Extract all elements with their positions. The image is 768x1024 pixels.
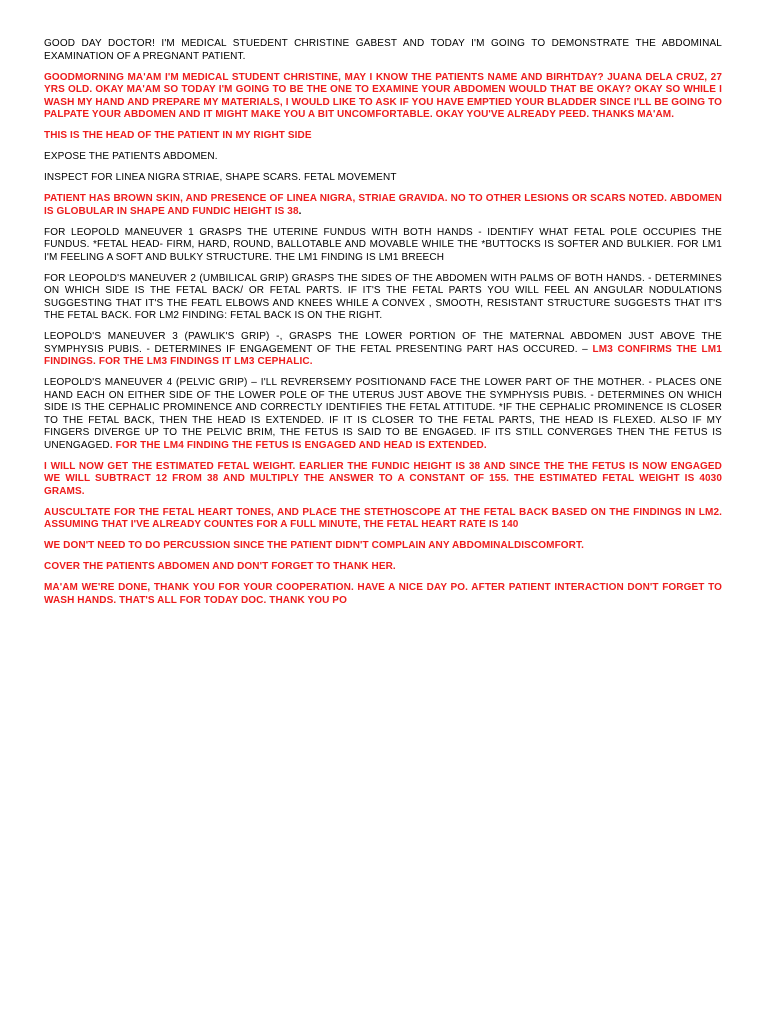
paragraph-inspection-findings bbox=[44, 193, 722, 218]
paragraph-leopold-3 bbox=[44, 331, 722, 369]
paragraph-leopold-2-text: FOR LEOPOLD'S MANEUVER 2 (UMBILICAL GRIP) GRASPS THE SIDES OF THE ABDOMEN WITH PALMS OF BOTH HANDS. - DETERMINES ON WHICH SIDE IS THE FETAL BACK/ OR FETAL PARTS. IF IT'S THE FETAL PARTS YOU WILL FEEL AN ANGULAR NODULATIONS SUGGESTING THAT IT'S THE FEATL ELBOWS AND KNEES WHILE A CONVEX , SMOOTH, RESISTANT STRUCTURE SUGGESTS THAT IT'S THE FETAL BACK. FOR LM2 FINDING: FETAL BACK IS ON THE RIGHT. bbox=[44, 272, 722, 321]
paragraph-leopold-4 bbox=[44, 377, 722, 452]
document-page bbox=[44, 38, 722, 616]
paragraph-leopold-1-text: FOR LEOPOLD MANEUVER 1 GRASPS THE UTERINE FUNDUS WITH BOTH HANDS - IDENTIFY WHAT FETAL POLE OCCUPIES THE FUNDUS. *FETAL HEAD- FIRM, HARD, ROUND, BALLOTABLE AND MOVABLE WHILE THE *BUTTOCKS IS SOFTER AND BULKIER. FOR LM1 I'M FEELING A SOFT AND BULKY STRUCTURE. THE LM1 FINDING IS LM1 BREECH bbox=[44, 226, 722, 263]
paragraph-percussion-text: WE DON'T NEED TO DO PERCUSSION SINCE THE PATIENT DIDN'T COMPLAIN ANY ABDOMINALDISCOMFORT. bbox=[44, 540, 584, 551]
paragraph-leopold-1 bbox=[44, 227, 722, 265]
paragraph-inspect bbox=[44, 172, 722, 185]
paragraph-inspect-text: INSPECT FOR LINEA NIGRA STRIAE, SHAPE SCARS. FETAL MOVEMENT bbox=[44, 172, 397, 183]
paragraph-inspection-findings-text: PATIENT HAS BROWN SKIN, AND PRESENCE OF LINEA NIGRA, STRIAE GRAVIDA. NO TO OTHER LESIONS OR SCARS NOTED. ABDOMEN IS GLOBULAR IN SHAPE AND FUNDIC HEIGHT IS 38 bbox=[44, 193, 722, 217]
paragraph-auscultate-text: AUSCULTATE FOR THE FETAL HEART TONES, AND PLACE THE STETHOSCOPE AT THE FETAL BACK BASED ON THE FINDINGS IN LM2. ASSUMING THAT I'VE ALREADY COUNTES FOR A FULL MINUTE, THE FETAL HEART RATE IS 140 bbox=[44, 506, 722, 530]
paragraph-intro-text: GOOD DAY DOCTOR! I'M MEDICAL STUEDENT CHRISTINE GABEST AND TODAY I'M GOING TO DEMONSTRATE THE ABDOMINAL EXAMINATION OF A PREGNANT PATIENT. bbox=[44, 38, 722, 62]
paragraph-fetal-weight bbox=[44, 461, 722, 499]
paragraph-inspection-findings-period: . bbox=[298, 205, 302, 217]
paragraph-closing-text: MA'AM WE'RE DONE, THANK YOU FOR YOUR COOPERATION. HAVE A NICE DAY PO. AFTER PATIENT INTERACTION DON'T FORGET TO WASH HANDS. THAT'S ALL FOR TODAY DOC. THANK YOU PO bbox=[44, 582, 722, 606]
paragraph-auscultate bbox=[44, 507, 722, 532]
paragraph-intro bbox=[44, 38, 722, 63]
paragraph-expose-text: EXPOSE THE PATIENTS ABDOMEN. bbox=[44, 151, 218, 162]
paragraph-fetal-weight-text: I WILL NOW GET THE ESTIMATED FETAL WEIGHT. EARLIER THE FUNDIC HEIGHT IS 38 AND SINCE THE THE FETUS IS NOW ENGAGED WE WILL SUBTRACT 12 FROM 38 AND MULTIPLY THE ANSWER TO A CONSTANT OF 155. THE ESTIMATED FETAL WEIGHT IS 4030 GRAMS. bbox=[44, 460, 722, 497]
paragraph-cover-text: COVER THE PATIENTS ABDOMEN AND DON'T FORGET TO THANK HER. bbox=[44, 561, 396, 572]
paragraph-greeting bbox=[44, 72, 722, 122]
paragraph-leopold-3-finding: LM3 CONFIRMS THE LM1 FINDINGS. FOR THE LM3 FINDINGS IT LM3 CEPHALIC. bbox=[44, 343, 722, 367]
paragraph-leopold-3-text: LEOPOLD'S MANEUVER 3 (PAWLIK'S GRIP) -, GRASPS THE LOWER PORTION OF THE MATERNAL ABDOMEN JUST ABOVE THE SYMPHYSIS PUBIS. - DETERMINES IF ENGAGEMENT OF THE FETAL PRESENTING PART HAS OCCURED. – bbox=[44, 331, 722, 355]
paragraph-head-position-text: THIS IS THE HEAD OF THE PATIENT IN MY RIGHT SIDE bbox=[44, 130, 312, 141]
paragraph-expose bbox=[44, 151, 722, 164]
paragraph-greeting-text: GOODMORNING MA'AM I'M MEDICAL STUDENT CHRISTINE, MAY I KNOW THE PATIENTS NAME AND BIRHTDAY? JUANA DELA CRUZ, 27 YRS OLD. OKAY MA'AM SO TODAY I'M GOING TO BE THE ONE TO EXAMINE YOUR ABDOMEN WOULD THAT BE OKAY? OKAY SO WHILE I WASH MY HAND AND PREPARE MY MATERIALS, I WOULD LIKE TO ASK IF YOU HAVE EMPTIED YOUR BLADDER SINCE I'LL BE GOING TO PALPATE YOUR ABDOMEN AND IT MIGHT MAKE YOU A BIT UNCOMFORTABLE. OKAY YOU'VE ALREADY PEED. THANKS MA'AM. bbox=[44, 71, 722, 120]
paragraph-closing bbox=[44, 582, 722, 607]
paragraph-cover bbox=[44, 561, 722, 574]
paragraph-leopold-4-finding: . FOR THE LM4 FINDING THE FETUS IS ENGAGED AND HEAD IS EXTENDED. bbox=[109, 439, 487, 451]
paragraph-head-position bbox=[44, 130, 722, 143]
paragraph-leopold-4-text: LEOPOLD'S MANEUVER 4 (PELVIC GRIP) – I'LL REVRERSEMY POSITIONAND FACE THE LOWER PART OF THE MOTHER. - PLACES ONE HAND EACH ON EITHER SIDE OF THE LOWER POLE OF THE UTERUS JUST ABOVE THE SYMPHYSIS PUBIS. - DETERMINES ON WHICH SIDE IS THE CEPHALIC PROMINENCE AND CORRECTLY IDENTIFIES THE FETAL ATTITUDE. *IF THE CEPHALIC PROMINENCE IS CLOSER TO THE FETAL BACK, THEN THE HEAD IS EXTENDED. IF IT IS CLOSER TO THE FETAL PARTS, THE HEAD IS FLEXED. ALSO IF MY FINGERS DIVERGE UP TO THE PELVIC BRIM, THE FETUS IS SAID TO BE ENGAGED. IF ITS STILL CONVERGES THEN THE FETUS IS UNENGAGED bbox=[44, 377, 722, 451]
paragraph-percussion bbox=[44, 540, 722, 553]
paragraph-leopold-2 bbox=[44, 273, 722, 323]
